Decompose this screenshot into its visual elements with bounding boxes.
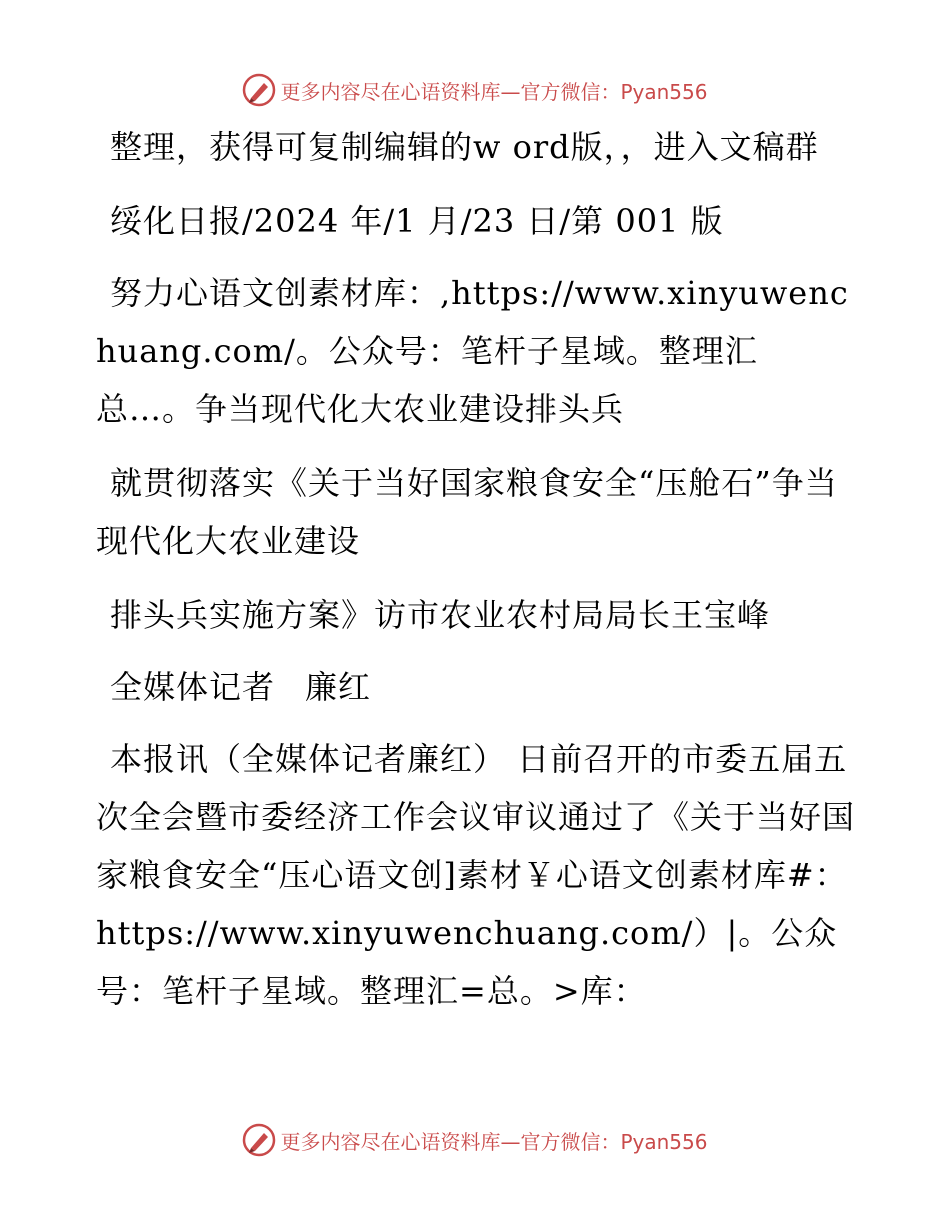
paragraph-subheadline: 排头兵实施方案》访市农业农村局局长王宝峰 [110, 596, 771, 634]
paragraph-byline [96, 658, 856, 716]
footer-banner [0, 1120, 950, 1160]
byline-role: 全媒体记者 [110, 668, 276, 706]
header-banner [0, 70, 950, 110]
header-banner-text: 更多内容尽在心语资料库—官方微信：Pyan556 [280, 79, 708, 104]
footer-banner-text: 更多内容尽在心语资料库—官方微信：Pyan556 [280, 1129, 708, 1154]
document-body [96, 118, 856, 1036]
paragraph-source: 绥化日报/2024 年/1 月/23 日/第 001 版 [110, 202, 724, 240]
paragraph-headline: 就贯彻落实《关于当好国家粮食安全“压舱石”争当现代化大农业建设 [96, 464, 838, 560]
byline-author: 廉红 [305, 668, 372, 706]
paragraph-intro: 整理，获得可复制编辑的w ord版，，进入文稿群 [110, 128, 819, 166]
pen-logo-icon [242, 1123, 276, 1157]
pen-logo-icon [242, 73, 276, 107]
paragraph-library-note: 努力心语文创素材库：,https://www.xinyuwenchuang.com/。公众号：笔杆子星域。整理汇总…。争当现代化大农业建设排头兵 [96, 274, 849, 428]
paragraph-body: 本报讯（全媒体记者廉红） 日前召开的市委五届五次全会暨市委经济工作会议审议通过了《关于当好国家粮食安全“压心语文创]素材￥心语文创素材库#：https://www.xinyuwenchuang.com/）|。公众号：笔杆子星域。整理汇=总。>库： [96, 740, 856, 1010]
